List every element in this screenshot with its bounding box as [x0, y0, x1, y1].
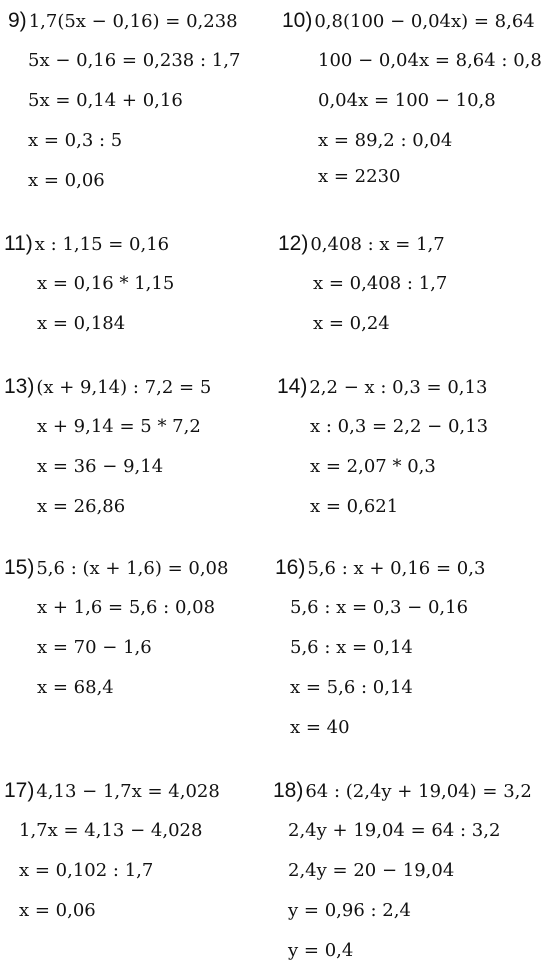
- problem-9: [8, 10, 240, 192]
- problem-10: [282, 10, 542, 188]
- equation: x : 1,15 = 0,16: [34, 234, 170, 255]
- solution-step: x = 2230: [318, 166, 401, 187]
- equation-line: [8, 10, 240, 32]
- problem-number: 15): [4, 556, 35, 579]
- problem-11: [4, 233, 174, 335]
- problem-number: 14): [277, 375, 308, 398]
- equation-line: [277, 376, 488, 398]
- equation: 1,7(5x − 0,16) = 0,238: [28, 11, 238, 32]
- problem-16: [275, 557, 485, 739]
- solution-step: 5x = 0,14 + 0,16: [28, 90, 183, 111]
- solution-step: 2,4y + 19,04 = 64 : 3,2: [288, 820, 501, 841]
- equation: 5,6 : x + 0,16 = 0,3: [307, 558, 486, 579]
- solution-step: 5x − 0,16 = 0,238 : 1,7: [28, 50, 241, 71]
- equation-line: [278, 233, 447, 255]
- problem-number: 10): [282, 9, 313, 32]
- equation-line: [4, 233, 174, 255]
- solution-step: x = 0,184: [37, 313, 126, 334]
- solution-step: x = 2,07 * 0,3: [310, 456, 436, 477]
- problem-number: 11): [4, 232, 33, 255]
- problem-number: 18): [273, 779, 304, 802]
- problem-number: 9): [8, 9, 27, 32]
- equation-line: [4, 376, 211, 398]
- problem-18: [273, 780, 532, 962]
- solution-step: x = 70 − 1,6: [37, 637, 152, 658]
- solution-step: x = 0,408 : 1,7: [313, 273, 448, 294]
- solution-step: x = 0,06: [19, 900, 96, 921]
- solution-step: 2,4y = 20 − 19,04: [288, 860, 455, 881]
- problem-17: [4, 780, 220, 922]
- equation: 5,6 : (x + 1,6) = 0,08: [36, 558, 229, 579]
- problem-number: 17): [4, 779, 35, 802]
- solution-step: x = 0,24: [313, 313, 390, 334]
- solution-step: x = 40: [290, 717, 350, 738]
- solution-step: x = 0,3 : 5: [28, 130, 123, 151]
- problem-12: [278, 233, 447, 335]
- problem-13: [4, 376, 211, 518]
- solution-step: y = 0,96 : 2,4: [288, 900, 411, 921]
- equation: 0,8(100 − 0,04x) = 8,64: [314, 11, 535, 32]
- equation-line: [4, 780, 220, 802]
- solution-step: x = 89,2 : 0,04: [318, 130, 453, 151]
- solution-step: 0,04x = 100 − 10,8: [318, 90, 496, 111]
- solution-step: x = 0,621: [310, 496, 399, 517]
- problem-15: [4, 557, 228, 699]
- equation: 64 : (2,4y + 19,04) = 3,2: [305, 781, 532, 802]
- solution-step: x = 26,86: [37, 496, 126, 517]
- solution-step: x : 0,3 = 2,2 − 0,13: [310, 416, 489, 437]
- solution-step: x = 0,102 : 1,7: [19, 860, 154, 881]
- solution-step: x = 36 − 9,14: [37, 456, 164, 477]
- equation-line: [282, 10, 542, 32]
- equation: 0,408 : x = 1,7: [310, 234, 445, 255]
- solution-step: 100 − 0,04x = 8,64 : 0,8: [318, 50, 542, 71]
- solution-step: 5,6 : x = 0,3 − 0,16: [290, 597, 469, 618]
- solution-step: x + 1,6 = 5,6 : 0,08: [37, 597, 216, 618]
- solution-step: x = 0,16 * 1,15: [37, 273, 175, 294]
- problem-14: [277, 376, 488, 518]
- equation-line: [273, 780, 532, 802]
- equation: (x + 9,14) : 7,2 = 5: [36, 377, 212, 398]
- equation-line: [275, 557, 485, 579]
- solution-step: 1,7x = 4,13 − 4,028: [19, 820, 203, 841]
- equation: 4,13 − 1,7x = 4,028: [36, 781, 220, 802]
- solution-step: x = 68,4: [37, 677, 114, 698]
- problem-number: 12): [278, 232, 309, 255]
- equation-line: [4, 557, 228, 579]
- solution-step: y = 0,4: [288, 940, 354, 961]
- solution-step: x = 5,6 : 0,14: [290, 677, 413, 698]
- solution-step: x = 0,06: [28, 170, 105, 191]
- problem-number: 16): [275, 556, 306, 579]
- solution-step: 5,6 : x = 0,14: [290, 637, 413, 658]
- problem-number: 13): [4, 375, 35, 398]
- solution-step: x + 9,14 = 5 * 7,2: [37, 416, 201, 437]
- equation: 2,2 − x : 0,3 = 0,13: [309, 377, 488, 398]
